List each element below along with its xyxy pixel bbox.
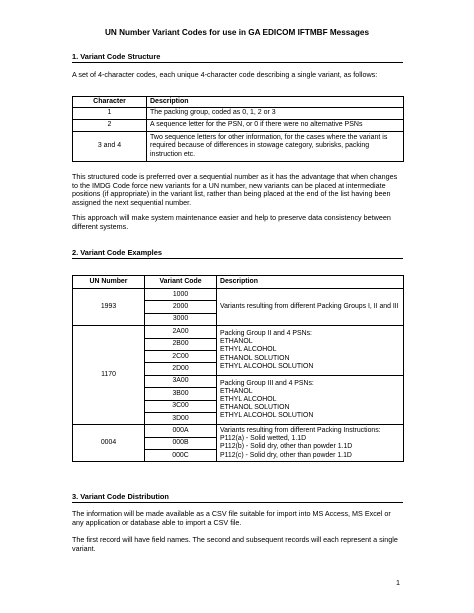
page-number: 1	[396, 578, 400, 587]
un-number-cell: 1993	[73, 289, 145, 326]
table-row	[73, 289, 404, 301]
variant-code-cell: 3D00	[145, 412, 217, 424]
variant-code-cell: 2D00	[145, 363, 217, 375]
character-cell: 1	[73, 108, 147, 120]
section-3-paragraph-1: The information will be made available as a CSV file suitable for import into MS Access, MS Excel or any application or database able to import a CSV file.	[72, 509, 391, 527]
variant-code-cell: 1000	[145, 289, 217, 301]
section-3-paragraph-2: The first record will have field names. The second and subsequent records will each represent a single variant.	[72, 535, 398, 553]
table-row	[73, 132, 404, 162]
variant-code-cell: 3C00	[145, 400, 217, 412]
variant-code-cell: 000A	[145, 425, 217, 437]
variant-code-cell: 2C00	[145, 350, 217, 362]
description-cell: A sequence letter for the PSN, or 0 if there were no alternative PSNs	[147, 120, 404, 132]
section-1-intro: A set of 4-character codes, each unique 4-character code describing a single variant, as follows:	[72, 70, 378, 79]
section-2-heading: 2. Variant Code Examples	[72, 248, 403, 259]
variant-code-cell: 2B00	[145, 338, 217, 350]
table-header-variant-code: Variant Code	[145, 276, 217, 289]
variant-structure-table	[72, 96, 404, 162]
table-header-character: Character	[73, 97, 147, 108]
table-header-un-number: UN Number	[73, 276, 145, 289]
character-cell: 2	[73, 120, 147, 132]
section-1-heading: 1. Variant Code Structure	[72, 52, 403, 63]
table-row	[73, 425, 404, 437]
section-1-paragraph-1: This structured code is preferred over a sequential number as it has the advantage that when changes to the IMDG Code force new variants for a UN number, new variants can be placed at intermediate positions (if appropriate) in the variant list, rather than being placed at the end of the list having been assigned the next sequential number.	[72, 172, 398, 207]
character-cell: 3 and 4	[73, 132, 147, 162]
table-header-description: Description	[147, 97, 404, 108]
variant-code-cell: 2000	[145, 301, 217, 313]
document-title: UN Number Variant Codes for use in GA EDICOM IFTMBF Messages	[104, 28, 369, 37]
un-number-cell: 1170	[73, 326, 145, 425]
description-cell: Variants resulting from different Packing Groups I, II and III	[217, 289, 404, 326]
variant-code-cell: 2A00	[145, 326, 217, 338]
section-3-heading: 3. Variant Code Distribution	[72, 492, 403, 503]
section-1-paragraph-2: This approach will make system maintenance easier and help to preserve data consistency between different systems.	[72, 213, 391, 231]
variant-code-cell: 3A00	[145, 375, 217, 387]
table-row	[73, 326, 404, 338]
table-header-description: Description	[217, 276, 404, 289]
variant-code-cell: 000C	[145, 450, 217, 462]
table-row	[73, 108, 404, 120]
description-cell: The packing group, coded as 0, 1, 2 or 3	[147, 108, 404, 120]
table-row	[73, 120, 404, 132]
variant-examples-table	[72, 275, 404, 462]
description-cell: Variants resulting from different Packing Instructions: P112(a) - Solid wetted, 1.1D P112(b) - Solid dry, other than powder 1.1D P112(c) - Solid dry, other than powder 1.1D	[217, 425, 404, 462]
un-number-cell: 0004	[73, 425, 145, 462]
description-cell: Two sequence letters for other information, for the cases where the variant is required because of differences in stowage category, subrisks, packing instruction etc.	[147, 132, 404, 162]
variant-code-cell: 3B00	[145, 388, 217, 400]
description-cell: Packing Group III and 4 PSNs: ETHANOL ETHYL ALCOHOL ETHANOL SOLUTION ETHYL ALCOHOL SOLUTION	[217, 375, 404, 425]
description-cell: Packing Group II and 4 PSNs: ETHANOL ETHYL ALCOHOL ETHANOL SOLUTION ETHYL ALCOHOL SOLUTION	[217, 326, 404, 376]
variant-code-cell: 000B	[145, 437, 217, 449]
variant-code-cell: 3000	[145, 313, 217, 325]
